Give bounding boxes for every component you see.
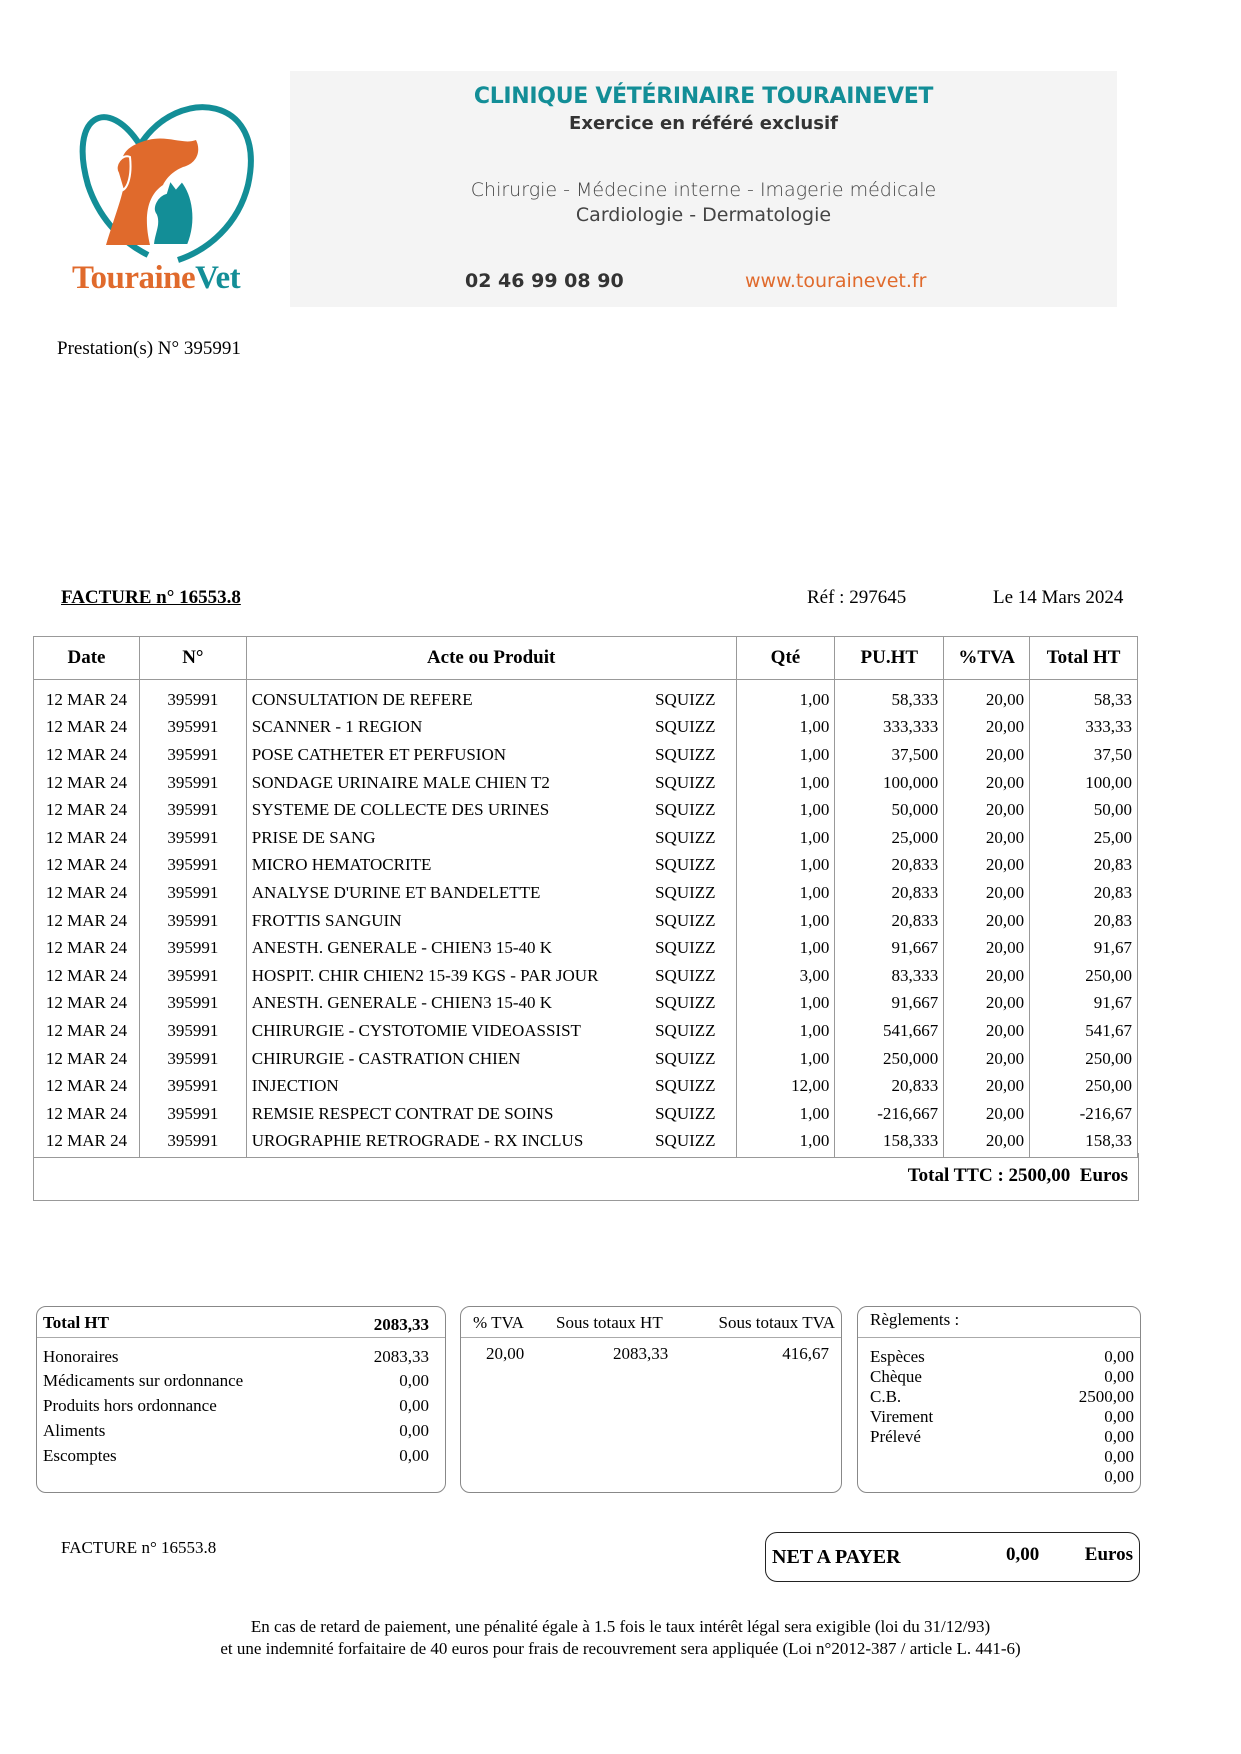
acte-label: SONDAGE URINAIRE MALE CHIEN T2 xyxy=(251,772,550,792)
column-header-vat: %TVA xyxy=(944,637,1030,680)
cell-qty: 1,00 xyxy=(736,852,835,880)
cell-qty: 1,00 xyxy=(736,796,835,824)
cell-unit-price: 20,833 xyxy=(835,907,944,935)
cell-qty: 1,00 xyxy=(736,741,835,769)
cell-qty: 1,00 xyxy=(736,934,835,962)
invoice-title: FACTURE n° 16553.8 xyxy=(61,587,241,608)
table-row xyxy=(34,879,1138,907)
clinic-banner xyxy=(290,71,1117,307)
cell-unit-price: 91,667 xyxy=(835,934,944,962)
cell-vat: 20,00 xyxy=(944,680,1030,714)
cell-date: 12 MAR 24 xyxy=(34,1072,140,1100)
cell-date: 12 MAR 24 xyxy=(34,1100,140,1128)
cell-date: 12 MAR 24 xyxy=(34,1045,140,1073)
cell-number: 395991 xyxy=(139,1045,246,1073)
summary-label: Produits hors ordonnance xyxy=(43,1396,217,1415)
acte-label: ANALYSE D'URINE ET BANDELETTE xyxy=(251,882,541,902)
logo-wordmark xyxy=(72,260,240,297)
acte-label: CHIRURGIE - CASTRATION CHIEN xyxy=(251,1048,521,1068)
cell-number: 395991 xyxy=(139,879,246,907)
cell-date: 12 MAR 24 xyxy=(34,741,140,769)
cell-acte xyxy=(246,1100,736,1128)
payment-value: 0,00 xyxy=(1104,1407,1134,1426)
acte-label: ANESTH. GENERALE - CHIEN3 15-40 K xyxy=(251,938,553,958)
cell-vat: 20,00 xyxy=(944,852,1030,880)
cell-total-ht: 100,00 xyxy=(1030,769,1138,797)
total-ttc-row xyxy=(33,1153,1139,1201)
cell-acte xyxy=(246,1045,736,1073)
cell-number: 395991 xyxy=(139,852,246,880)
cell-unit-price: 20,833 xyxy=(835,879,944,907)
cell-acte xyxy=(246,714,736,742)
cell-date: 12 MAR 24 xyxy=(34,907,140,935)
cell-qty: 1,00 xyxy=(736,1017,835,1045)
acte-label: FROTTIS SANGUIN xyxy=(251,910,402,930)
cell-acte xyxy=(246,769,736,797)
animal-name: SQUIZZ xyxy=(655,744,716,764)
list-item xyxy=(870,1467,1134,1488)
payment-label: Espèces xyxy=(870,1347,925,1366)
cell-vat: 20,00 xyxy=(944,741,1030,769)
summary-label: Escomptes xyxy=(43,1446,117,1465)
clinic-website-link[interactable]: www.tourainevet.fr xyxy=(745,270,927,292)
list-item xyxy=(870,1427,1134,1448)
cell-vat: 20,00 xyxy=(944,934,1030,962)
summary-value: 0,00 xyxy=(399,1396,429,1415)
cell-acte xyxy=(246,680,736,714)
summary-value: 2083,33 xyxy=(373,1347,429,1366)
column-header-qty: Qté xyxy=(736,637,835,680)
animal-name: SQUIZZ xyxy=(655,1131,716,1151)
list-item xyxy=(43,1396,429,1421)
animal-name: SQUIZZ xyxy=(655,882,716,902)
animal-name: SQUIZZ xyxy=(655,1020,716,1040)
net-to-pay-value: 0,00 xyxy=(1006,1544,1040,1565)
cell-date: 12 MAR 24 xyxy=(34,1128,140,1158)
vat-header xyxy=(461,1307,841,1338)
list-item xyxy=(43,1371,429,1396)
cell-total-ht: 25,00 xyxy=(1030,824,1138,852)
total-ht-label: Total HT xyxy=(43,1313,109,1332)
acte-label: REMSIE RESPECT CONTRAT DE SOINS xyxy=(251,1103,554,1123)
payment-label: Virement xyxy=(870,1407,934,1426)
cell-date: 12 MAR 24 xyxy=(34,769,140,797)
column-header-date: Date xyxy=(34,637,140,680)
acte-label: ANESTH. GENERALE - CHIEN3 15-40 K xyxy=(251,993,553,1013)
total-ht-header xyxy=(37,1307,445,1338)
cell-vat: 20,00 xyxy=(944,796,1030,824)
cell-date: 12 MAR 24 xyxy=(34,796,140,824)
table-row xyxy=(34,990,1138,1018)
cell-total-ht: 91,67 xyxy=(1030,934,1138,962)
cell-acte xyxy=(246,824,736,852)
cell-qty: 3,00 xyxy=(736,962,835,990)
cell-unit-price: -216,667 xyxy=(835,1100,944,1128)
payments-header xyxy=(858,1307,1140,1338)
list-item xyxy=(43,1421,429,1446)
cell-vat: 20,00 xyxy=(944,714,1030,742)
cell-vat: 20,00 xyxy=(944,769,1030,797)
table-row xyxy=(34,680,1138,714)
animal-name: SQUIZZ xyxy=(655,689,716,709)
cell-unit-price: 58,333 xyxy=(835,680,944,714)
table-row xyxy=(34,769,1138,797)
acte-label: MICRO HEMATOCRITE xyxy=(251,855,432,875)
cell-total-ht: 541,67 xyxy=(1030,1017,1138,1045)
payments-box xyxy=(857,1306,1141,1493)
list-item xyxy=(870,1407,1134,1428)
cell-number: 395991 xyxy=(139,907,246,935)
cell-qty: 1,00 xyxy=(736,990,835,1018)
list-item xyxy=(870,1367,1134,1388)
payment-value: 0,00 xyxy=(1104,1447,1134,1466)
cell-unit-price: 83,333 xyxy=(835,962,944,990)
table-row xyxy=(34,852,1138,880)
cell-number: 395991 xyxy=(139,769,246,797)
invoice-date: Le 14 Mars 2024 xyxy=(993,587,1124,608)
cell-qty: 12,00 xyxy=(736,1072,835,1100)
animal-name: SQUIZZ xyxy=(655,800,716,820)
cell-date: 12 MAR 24 xyxy=(34,852,140,880)
cell-total-ht: 158,33 xyxy=(1030,1128,1138,1158)
cell-total-ht: 250,00 xyxy=(1030,1072,1138,1100)
table-row xyxy=(34,1100,1138,1128)
vat-subtotals-box xyxy=(460,1306,842,1493)
cell-date: 12 MAR 24 xyxy=(34,934,140,962)
cell-number: 395991 xyxy=(139,741,246,769)
logo-text-vet: Vet xyxy=(195,260,241,296)
acte-label: POSE CATHETER ET PERFUSION xyxy=(251,744,507,764)
invoice-ref: Réf : 297645 xyxy=(807,587,907,608)
table-row xyxy=(34,741,1138,769)
cell-number: 395991 xyxy=(139,1072,246,1100)
cell-qty: 1,00 xyxy=(736,824,835,852)
cell-date: 12 MAR 24 xyxy=(34,680,140,714)
cell-qty: 1,00 xyxy=(736,1045,835,1073)
summary-value: 0,00 xyxy=(399,1446,429,1465)
payments-label: Règlements : xyxy=(870,1310,960,1329)
logo-text-touraine: Touraine xyxy=(72,260,196,296)
table-row xyxy=(34,962,1138,990)
acte-label: CONSULTATION DE REFERE xyxy=(251,689,473,709)
list-item xyxy=(43,1446,429,1471)
acte-label: PRISE DE SANG xyxy=(251,827,376,847)
cell-acte xyxy=(246,990,736,1018)
cell-unit-price: 250,000 xyxy=(835,1045,944,1073)
cell-date: 12 MAR 24 xyxy=(34,1017,140,1045)
cell-number: 395991 xyxy=(139,934,246,962)
table-row xyxy=(34,907,1138,935)
cell-unit-price: 158,333 xyxy=(835,1128,944,1158)
clinic-phone: 02 46 99 08 90 xyxy=(465,270,624,292)
cell-number: 395991 xyxy=(139,680,246,714)
payment-label: Prélevé xyxy=(870,1427,921,1446)
cell-number: 395991 xyxy=(139,796,246,824)
cell-total-ht: 20,83 xyxy=(1030,879,1138,907)
table-row xyxy=(34,824,1138,852)
net-to-pay-unit: Euros xyxy=(1084,1544,1133,1565)
cell-number: 395991 xyxy=(139,962,246,990)
cell-unit-price: 37,500 xyxy=(835,741,944,769)
cell-total-ht: 50,00 xyxy=(1030,796,1138,824)
payment-value: 0,00 xyxy=(1104,1367,1134,1386)
cell-vat: 20,00 xyxy=(944,1100,1030,1128)
cell-acte xyxy=(246,962,736,990)
table-row xyxy=(34,796,1138,824)
acte-label: SYSTEME DE COLLECTE DES URINES xyxy=(251,800,550,820)
cell-vat: 20,00 xyxy=(944,1017,1030,1045)
cell-total-ht: 58,33 xyxy=(1030,680,1138,714)
table-row xyxy=(34,1045,1138,1073)
animal-name: SQUIZZ xyxy=(655,855,716,875)
cell-qty: 1,00 xyxy=(736,1100,835,1128)
cell-acte xyxy=(246,1072,736,1100)
legal-notice-line-1: En cas de retard de paiement, une pénalité égale à 1.5 fois le taux intérêt légal sera exigible (loi du 31/12/93) xyxy=(250,1617,991,1636)
cell-date: 12 MAR 24 xyxy=(34,714,140,742)
vat-rate: 20,00 xyxy=(486,1344,525,1363)
cell-vat: 20,00 xyxy=(944,1128,1030,1158)
cell-total-ht: 250,00 xyxy=(1030,962,1138,990)
cell-qty: 1,00 xyxy=(736,879,835,907)
cell-date: 12 MAR 24 xyxy=(34,824,140,852)
cell-number: 395991 xyxy=(139,1017,246,1045)
cell-qty: 1,00 xyxy=(736,714,835,742)
cell-number: 395991 xyxy=(139,990,246,1018)
summary-label: Aliments xyxy=(43,1421,106,1440)
vat-subtotal-tva: 416,67 xyxy=(782,1344,829,1363)
cell-unit-price: 333,333 xyxy=(835,714,944,742)
heart-dog-cat-logo-icon xyxy=(68,95,278,265)
list-item xyxy=(870,1387,1134,1408)
animal-name: SQUIZZ xyxy=(655,717,716,737)
cell-total-ht: 91,67 xyxy=(1030,990,1138,1018)
animal-name: SQUIZZ xyxy=(655,965,716,985)
cell-acte xyxy=(246,879,736,907)
animal-name: SQUIZZ xyxy=(655,1048,716,1068)
net-to-pay-label: NET A PAYER xyxy=(772,1546,901,1568)
cell-unit-price: 541,667 xyxy=(835,1017,944,1045)
cell-vat: 20,00 xyxy=(944,962,1030,990)
list-item xyxy=(870,1347,1134,1368)
column-header-total-ht: Total HT xyxy=(1030,637,1138,680)
total-ttc: Total TTC : 2500,00 Euros xyxy=(907,1165,1128,1186)
cell-unit-price: 91,667 xyxy=(835,990,944,1018)
payment-value: 2500,00 xyxy=(1078,1387,1134,1406)
summary-label: Médicaments sur ordonnance xyxy=(43,1371,244,1390)
cell-number: 395991 xyxy=(139,824,246,852)
animal-name: SQUIZZ xyxy=(655,827,716,847)
cell-total-ht: 20,83 xyxy=(1030,907,1138,935)
cell-acte xyxy=(246,1017,736,1045)
payment-value: 0,00 xyxy=(1104,1427,1134,1446)
summary-label: Honoraires xyxy=(43,1347,119,1366)
cell-acte xyxy=(246,796,736,824)
animal-name: SQUIZZ xyxy=(655,1103,716,1123)
acte-label: INJECTION xyxy=(251,1076,339,1096)
vat-subtotal-tva-header: Sous totaux TVA xyxy=(718,1313,835,1332)
payment-label: C.B. xyxy=(870,1387,902,1406)
cell-vat: 20,00 xyxy=(944,879,1030,907)
cell-acte xyxy=(246,907,736,935)
cell-total-ht: 250,00 xyxy=(1030,1045,1138,1073)
summary-value: 0,00 xyxy=(399,1371,429,1390)
cell-qty: 1,00 xyxy=(736,680,835,714)
payment-value: 0,00 xyxy=(1104,1467,1134,1486)
cell-total-ht: 20,83 xyxy=(1030,852,1138,880)
cell-qty: 1,00 xyxy=(736,907,835,935)
invoice-lines-table xyxy=(33,636,1138,1158)
cell-vat: 20,00 xyxy=(944,1045,1030,1073)
cell-date: 12 MAR 24 xyxy=(34,879,140,907)
cell-vat: 20,00 xyxy=(944,990,1030,1018)
cell-unit-price: 25,000 xyxy=(835,824,944,852)
column-header-unit-price: PU.HT xyxy=(835,637,944,680)
cell-acte xyxy=(246,934,736,962)
legal-notice-line-2: et une indemnité forfaitaire de 40 euros pour frais de recouvrement sera appliquée (Loi n°2012-387 / article L. 441-6) xyxy=(220,1639,1021,1658)
acte-label: CHIRURGIE - CYSTOTOMIE VIDEOASSIST xyxy=(251,1020,581,1040)
column-header-acte: Acte ou Produit xyxy=(246,637,736,680)
cell-acte xyxy=(246,741,736,769)
table-row xyxy=(34,1072,1138,1100)
acte-label: UROGRAPHIE RETROGRADE - RX INCLUS xyxy=(251,1131,584,1151)
cell-unit-price: 20,833 xyxy=(835,1072,944,1100)
table-row xyxy=(34,714,1138,742)
clinic-name: CLINIQUE VÉTÉRINAIRE TOURAINEVET xyxy=(473,84,934,109)
cell-qty: 1,00 xyxy=(736,1128,835,1158)
cell-vat: 20,00 xyxy=(944,824,1030,852)
vat-subtotal-ht: 2083,33 xyxy=(613,1344,669,1363)
summary-value: 0,00 xyxy=(399,1421,429,1440)
acte-label: HOSPIT. CHIR CHIEN2 15-39 KGS - PAR JOUR xyxy=(251,965,599,985)
animal-name: SQUIZZ xyxy=(655,1076,716,1096)
animal-name: SQUIZZ xyxy=(655,993,716,1013)
payment-value: 0,00 xyxy=(1104,1347,1134,1366)
table-row xyxy=(34,1017,1138,1045)
cell-acte xyxy=(246,852,736,880)
vat-subtotal-ht-header: Sous totaux HT xyxy=(556,1313,663,1332)
cell-total-ht: 333,33 xyxy=(1030,714,1138,742)
total-ht-value: 2083,33 xyxy=(373,1315,429,1334)
vat-rate-header: % TVA xyxy=(473,1313,524,1332)
payment-label: Chèque xyxy=(870,1367,922,1386)
cell-number: 395991 xyxy=(139,1100,246,1128)
total-ht-box xyxy=(36,1306,446,1493)
table-header-row xyxy=(34,637,1138,680)
acte-label: SCANNER - 1 REGION xyxy=(251,717,423,737)
cell-unit-price: 20,833 xyxy=(835,852,944,880)
cell-total-ht: -216,67 xyxy=(1030,1100,1138,1128)
cell-qty: 1,00 xyxy=(736,769,835,797)
cell-unit-price: 100,000 xyxy=(835,769,944,797)
column-header-number: N° xyxy=(139,637,246,680)
cell-date: 12 MAR 24 xyxy=(34,990,140,1018)
animal-name: SQUIZZ xyxy=(655,772,716,792)
prestation-number: Prestation(s) N° 395991 xyxy=(57,338,241,359)
clinic-subtitle: Exercice en référé exclusif xyxy=(569,113,838,134)
table-row xyxy=(34,934,1138,962)
cell-vat: 20,00 xyxy=(944,1072,1030,1100)
specialties-line-2: Cardiologie - Dermatologie xyxy=(575,204,832,226)
cell-vat: 20,00 xyxy=(944,907,1030,935)
cell-number: 395991 xyxy=(139,714,246,742)
footer-invoice-number: FACTURE n° 16553.8 xyxy=(61,1538,217,1557)
list-item xyxy=(870,1447,1134,1468)
cell-unit-price: 50,000 xyxy=(835,796,944,824)
cell-date: 12 MAR 24 xyxy=(34,962,140,990)
animal-name: SQUIZZ xyxy=(655,938,716,958)
cell-total-ht: 37,50 xyxy=(1030,741,1138,769)
cell-number: 395991 xyxy=(139,1128,246,1158)
net-to-pay-box xyxy=(765,1532,1140,1582)
specialties-line-1: Chirurgie - Médecine interne - Imagerie médicale xyxy=(470,179,937,201)
list-item xyxy=(43,1347,429,1372)
animal-name: SQUIZZ xyxy=(655,910,716,930)
